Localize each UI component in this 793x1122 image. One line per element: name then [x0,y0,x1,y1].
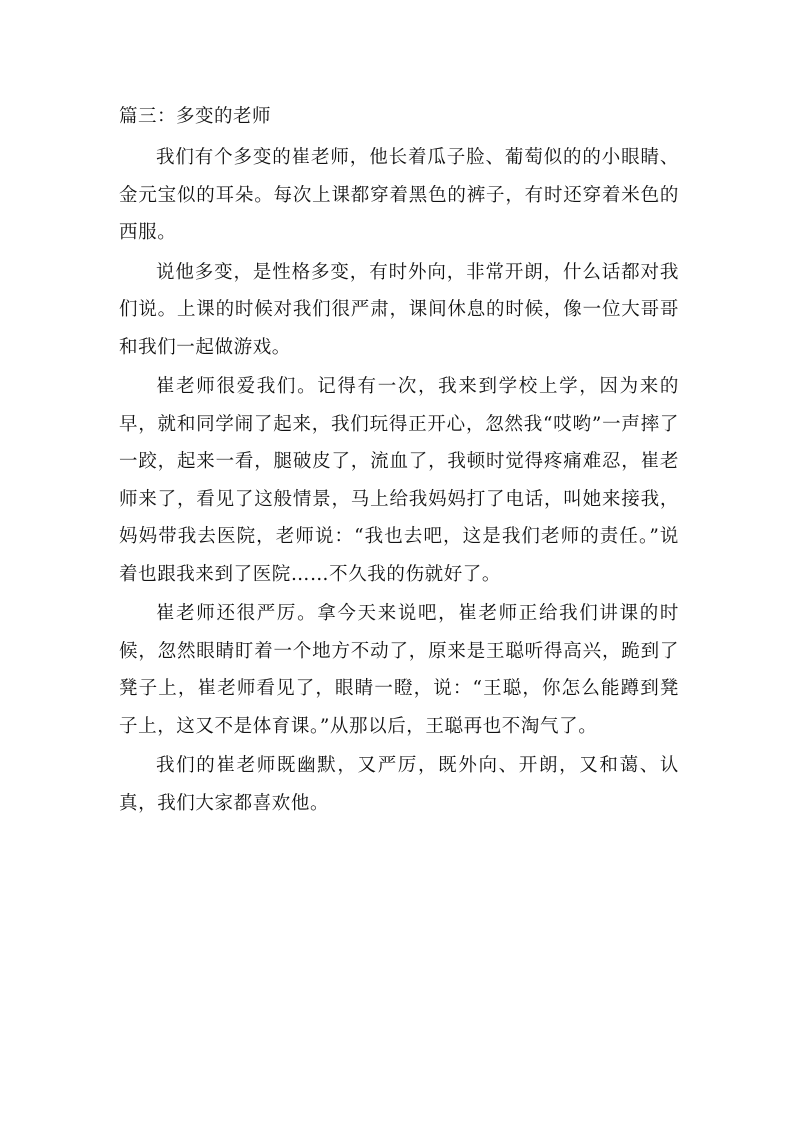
paragraph-1: 我们有个多变的崔老师，他长着瓜子脸、葡萄似的的小眼睛、金元宝似的耳朵。每次上课都穿着黑色的裤子，有时还穿着米色的西服。 [119,147,679,243]
document-title: 篇三：多变的老师 [119,106,272,127]
paragraph-3: 崔老师很爱我们。记得有一次，我来到学校上学，因为来的早，就和同学闹了起来，我们玩得正开心，忽然我“哎哟”一声摔了一跤，起来一看，腿破皮了，流血了，我顿时觉得疼痛难忍，崔老师来了，看见了这般情景，马上给我妈妈打了电话，叫她来接我，妈妈带我去医院，老师说：“我也去吧，这是我们老师的责任。”说着也跟我来到了医院……不久我的伤就好了。 [119,376,679,585]
document-body [119,101,679,822]
paragraph-2: 说他多变，是性格多变，有时外向，非常开朗，什么话都对我们说。上课的时候对我们很严肃，课间休息的时候，像一位大哥哥和我们一起做游戏。 [119,261,679,358]
paragraph-5: 我们的崔老师既幽默，又严厉，既外向、开朗，又和蔼、认真，我们大家都喜欢他。 [119,755,679,814]
paragraph-4: 崔老师还很严厉。拿今天来说吧，崔老师正给我们讲课的时候，忽然眼睛盯着一个地方不动了，原来是王聪听得高兴，跪到了凳子上，崔老师看见了，眼睛一瞪，说：“王聪，你怎么能蹲到凳子上，这又不是体育课。”从那以后，王聪再也不淘气了。 [119,603,679,737]
